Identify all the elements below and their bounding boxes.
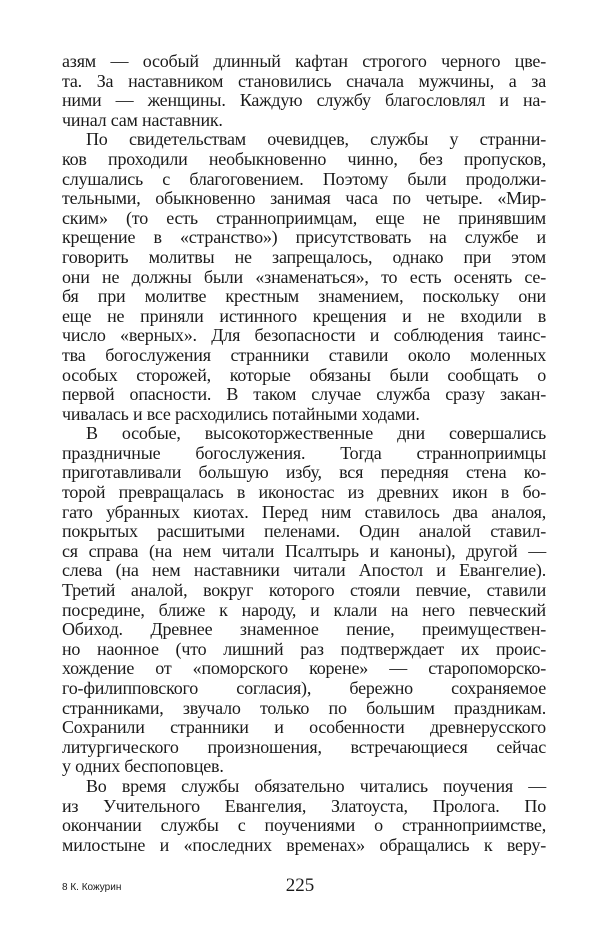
text-line: ским» (то есть странноприимцам, еще не принявшим <box>62 207 546 228</box>
text-line: Третий аналой, вокруг которого стояли певчие, ставили <box>62 580 546 601</box>
text-line: особых сторожей, которые обязаны были сообщать о <box>62 364 546 385</box>
text-line: ся справа (на нем читали Псалтырь и каноны), другой — <box>62 540 546 561</box>
page-body-text <box>62 52 546 855</box>
text-line: крещение в «странство») присутствовать на службе и <box>62 227 546 248</box>
text-line: бя при молитве крестным знамением, поскольку они <box>62 286 546 307</box>
text-line: го-филипповского согласия), бережно сохраняемое <box>62 678 546 698</box>
text-line: но наонное (что лишний раз подтверждает их проис- <box>62 638 546 659</box>
text-line: ков проходили необыкновенно чинно, без пропусков, <box>62 148 546 169</box>
text-line: Во время службы обязательно читались поучения — <box>86 775 546 796</box>
text-line: ними — женщины. Каждую службу благословлял и на- <box>62 90 546 111</box>
page-number: 225 <box>285 875 315 896</box>
text-line: хождение от «поморского корене» — старопоморско- <box>62 658 546 679</box>
paragraph <box>62 424 546 777</box>
text-line: еще не приняли истинного крещения и не входили в <box>62 305 546 326</box>
text-line: приготавливали большую избу, вся передняя стена ко- <box>62 462 546 483</box>
text-line: у одних беспоповцев. <box>62 756 224 777</box>
text-line: тельными, обыкновенно занимая часа по четыре. «Мир- <box>62 188 546 209</box>
text-line: странниками, звучало только по большим праздникам. <box>62 697 546 718</box>
text-line: чинал сам наставник. <box>62 109 223 130</box>
text-line: азям — особый длинный кафтан строгого черного цве- <box>62 51 546 71</box>
text-line: Сохранили странники и особенности древнерусского <box>62 717 546 738</box>
text-line: слушались с благоговением. Поэтому были продолжи- <box>62 168 546 189</box>
text-line: торой превращалась в иконостас из древних икон в бо- <box>62 482 546 503</box>
paragraph <box>62 777 546 855</box>
text-line: По свидетельствам очевидцев, службы у странни- <box>86 129 546 150</box>
text-line: тва богослужения странники ставили около моленных <box>62 344 546 365</box>
text-line: говорить молитвы не запрещалось, однако при этом <box>62 246 546 267</box>
text-line: посредине, ближе к народу, и клали на него певческий <box>62 599 546 620</box>
text-line: покрытых расшитыми пеленами. Один аналой ставил- <box>62 521 546 542</box>
paragraph <box>62 130 546 424</box>
paragraph <box>62 52 546 130</box>
text-line: первой опасности. В таком случае служба сразу закан- <box>62 384 546 405</box>
text-line: чивалась и все расходились потайными ходами. <box>62 403 420 424</box>
text-line: окончании службы с поучениями о странноприимстве, <box>62 815 546 836</box>
text-line: та. За наставником становились сначала мужчины, а за <box>62 70 546 91</box>
text-line: число «верных». Для безопасности и соблюдения таинс- <box>62 325 546 346</box>
text-line: они не должны были «знаменаться», то есть осенять се- <box>62 266 546 287</box>
text-line: праздничные богослужения. Тогда странноприимцы <box>62 442 546 463</box>
signature-mark: 8 К. Кожурин <box>62 882 122 893</box>
text-line: Обиход. Древнее знаменное пение, преимуществен- <box>62 619 546 640</box>
text-line: В особые, высокоторжественные дни совершались <box>86 423 546 444</box>
text-line: литургического произношения, встречающиеся сейчас <box>62 736 546 757</box>
text-line: слева (на нем наставники читали Апостол и Евангелие). <box>62 560 546 581</box>
text-line: из Учительного Евангелия, Златоуста, Пролога. По <box>62 795 546 816</box>
text-line: милостыне и «последних временах» обращались к веру- <box>62 834 546 855</box>
text-line: гато убранных киотах. Перед ним ставилось два аналоя, <box>62 501 546 522</box>
